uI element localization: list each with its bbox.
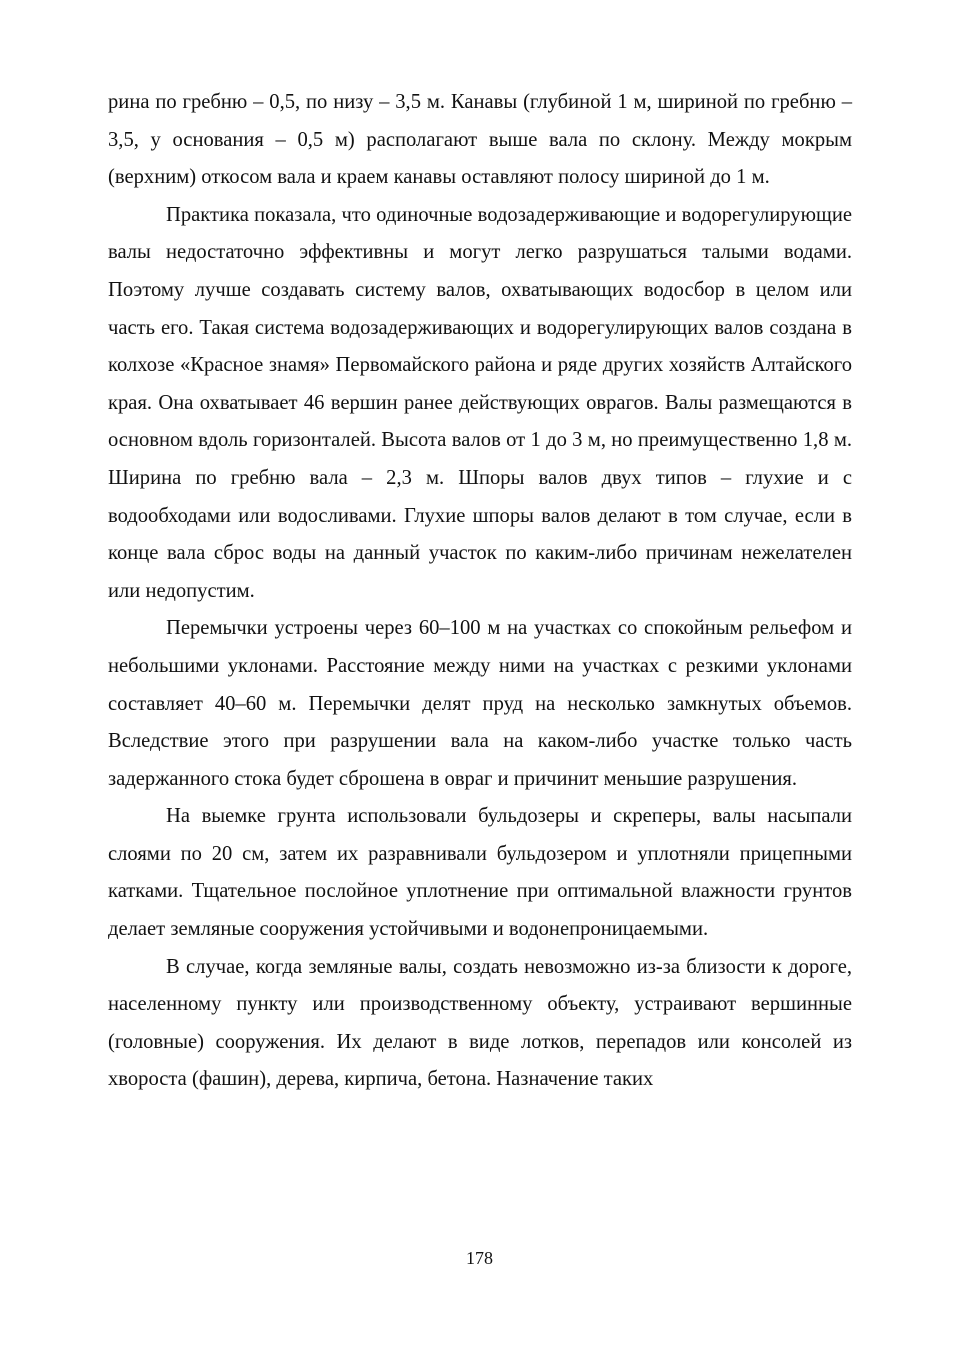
paragraph-jumpers: Перемычки устроены через 60–100 м на участках со спокойным рельефом и небольшими уклонами. Расстояние между ними на участках с резкими уклонами составляет 40–60 м. Перемычки делят пруд на несколько замкнутых объемов. Вследствие этого при разрушении вала на каком-либо участке только часть задержанного стока будет сброшена в овраг и причинит меньшие разрушения.: [108, 617, 852, 790]
paragraph-excavation: На выемке грунта использовали бульдозеры и скреперы, валы насыпали слоями по 20 см, затем их разравнивали бульдозером и уплотняли прицепными катками. Тщательное послойное уплотнение при оптимальной влажности грунтов делает земляные сооружения устойчивыми и водонепроницаемыми.: [108, 805, 852, 941]
paragraph-practice: Практика показала, что одиночные водозадерживающие и водорегулирующие валы недостаточно эффективны и могут легко разрушаться талыми водами. Поэтому лучше создавать систему валов, охватывающих водосбор в целом или часть его. Такая система водозадерживающих и водорегулирующих валов создана в колхозе «Красное знамя» Первомайского района и ряде других хозяйств Алтайского края. Она охватывает 46 вершин ранее действующих оврагов. Валы размещаются в основном вдоль горизонталей. Высота валов от 1 до 3 м, но преимущественно 1,8 м. Ширина по гребню вала – 2,3 м. Шпоры валов двух типов – глухие и с водообходами или водосливами. Глухие шпоры валов делают в том случае, если в конце вала сброс воды на данный участок по каким-либо причинам нежелателен или недопустим.: [108, 203, 852, 602]
paragraph-continuation: рина по гребню – 0,5, по низу – 3,5 м. Канавы (глубиной 1 м, шириной по гребню – 3,5, у основания – 0,5 м) располагают выше вала по склону. Между мокрым (верхним) откосом вала и краем канавы оставляют полосу шириной до 1 м.: [108, 91, 852, 189]
page-number: 178: [466, 1248, 493, 1268]
paragraph-head-structures: В случае, когда земляные валы, создать невозможно из-за близости к дороге, населенному пункту или производственному объекту, устраивают вершинные (головные) сооружения. Их делают в виде лотков, перепадов или консолей из хвороста (фашин), дерева, кирпича, бетона. Назначение таких: [108, 955, 852, 1091]
body-text: [108, 84, 852, 1099]
